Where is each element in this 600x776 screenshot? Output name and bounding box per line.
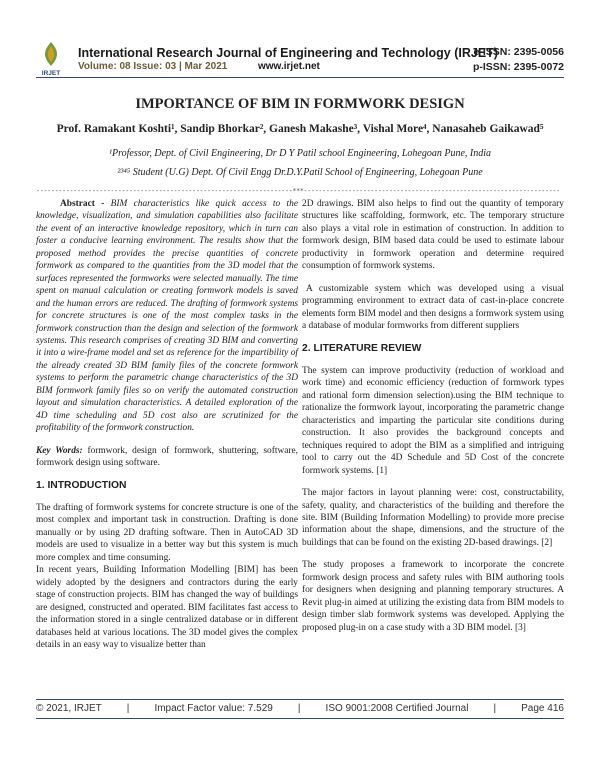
keywords — [36, 445, 298, 470]
right-column — [302, 198, 564, 644]
paper-title: IMPORTANCE OF BIM IN FORMWORK DESIGN — [135, 96, 465, 112]
p-issn: p-ISSN: 2395-0072 — [472, 61, 564, 73]
logo-text: IRJET — [41, 70, 61, 77]
footer-copyright: © 2021, IRJET — [36, 703, 102, 714]
intro-paragraph-1: The drafting of formwork systems for concrete structure is one of the most complex and important task in construction. Drafting is done manually or by using 2D drafting software. Then in AutoCAD 3D models are used to visualize in a better way but this system is much more complex and time consuming. — [36, 502, 298, 563]
affiliation-2: ²³⁴⁵ Student (U.G) Dept. Of Civil Engg Dr.D.Y.Patil School of Engineering, Lohegoan Pune — [117, 167, 483, 178]
abstract-text: BIM characteristics like quick access to the knowledge, visualization, and simulation capabilities also facilitate the event of an interactive knowledge repository, which in turn can foster a conducive learning environment. The results show that the proposed method provides the precise quantities of concrete formwork as compared to the quantities from the 3D model that the surfaces represented the formworks were selected manually. The time spent on manual calculation or creating formwork models is saved and the human errors are reduced. The drafting of formwork systems for concrete structures is one of the most complex tasks in the formwork construction than the design and selection of the formwork systems. This research comprises of creating 3D BIM and converting it into a wire-frame model and set as reference for the impartibility of the already created 3D BIM family files of the concrete formwork systems to perform the parametric change characteristics of the 3D BIM formwork family files so on verify the automated construction layout and simulation characteristics. A detailed exploration of the 4D time scheduling and 5D cost also are scrutinized for the profitability of the formwork construction. — [36, 199, 298, 434]
journal-website[interactable]: www.irjet.net — [258, 61, 320, 72]
footer-page-number: Page 416 — [521, 703, 564, 714]
keywords-text: formwork, design of formwork, shuttering, software, formwork design using software. — [36, 445, 299, 469]
e-issn: e-ISSN: 2395-0056 — [473, 46, 564, 58]
intro-paragraph-4: A customizable system which was developed using a visual programming environment to extract data of cast-in-place concrete elements form BIM model and then designs a formwork system using a database of modular formworks from different suppliers — [302, 283, 564, 332]
left-column — [36, 198, 298, 661]
literature-paragraph-2: The major factors in layout planning were: cost, constructability, safety, quality, and characteristics of the building and therefore the site. BIM (Building Information Modelling) to provide more precise information about the shape, dimensions, and the structure of the buildings that can be found on the existing 2D-based drawings. [2] — [302, 488, 564, 548]
section-separator: ---------------------------------------------------------------------***--------------------------------------------------------------------- — [36, 187, 560, 195]
header-rule — [36, 77, 564, 78]
abstract-label: Abstract - — [60, 199, 105, 209]
affiliation-1: ¹Professor, Dept. of Civil Engineering, Dr D Y Patil school Engineering, Lohegoan Pune, India — [108, 148, 492, 159]
footer-iso: ISO 9001:2008 Certified Journal — [325, 703, 469, 714]
keywords-label: Key Words: — [36, 445, 83, 456]
literature-heading: 2. LITERATURE REVIEW — [302, 342, 422, 354]
abstract — [36, 198, 298, 435]
intro-heading: 1. INTRODUCTION — [36, 479, 127, 491]
literature-paragraph-3: The study proposes a framework to incorporate the concrete formwork design process and safety rules with BIM authoring tools for designers when designing and planning temporary structures. A Revit plug-in aimed at utilizing the existing data from BIM models to design timber slab formwork systems was developed. Applying the proposed plug-in on a case study with a 3D BIM model. [3] — [302, 560, 564, 633]
footer-impact-factor: Impact Factor value: 7.529 — [154, 703, 273, 714]
footer-bottom-rule — [36, 718, 564, 719]
literature-paragraph-1: The system can improve productivity (reduction of workload and work time) and economic efficiency (reduction of formwork types and rational form dimension selection).using the BIM technique to rationalize the formwork layout, incorporating the parametric change characteristics and imparting the particular site conditions during construction. It also provides the background concepts and techniques required to adopt the BIM as a simplified and intriguing tool to carry out the 4D Schedule and 5D Cost of the concrete formwork systems. [1] — [302, 365, 564, 476]
intro-paragraph-3: 2D drawings. BIM also helps to find out the quantity of temporary structures like scaffolding, formwork, etc. The temporary structure also plays a vital role in estimation of construction. In addition to formwork design, BIM based data could be used to estimate labour productivity in formwork operation and determine required consumption of formwork systems. — [302, 199, 564, 272]
page-footer: © 2021, IRJET | Impact Factor value: 7.529 | ISO 9001:2008 Certified Journal | Page 416 — [36, 703, 564, 714]
irjet-logo — [36, 40, 66, 78]
intro-paragraph-2: In recent years, Building Information Modelling [BIM] has been widely adopted by the designers and contractors during the early stage of construction projects. BIM has changed the way of buildings are designed, constructed and operated. BIM facilitates fast access to the information stored in a single centralized database or in different databases held at various locations. The 3D model gives the complex details in an easy way to visualize better than — [36, 565, 298, 650]
journal-name: International Research Journal of Engineering and Technology (IRJET) — [78, 46, 498, 60]
footer-rule — [36, 699, 564, 700]
volume-issue: Volume: 08 Issue: 03 | Mar 2021 — [78, 61, 228, 72]
author-list: Prof. Ramakant Koshti¹, Sandip Bhorkar², Ganesh Makashe³, Vishal More⁴, Nanasaheb Gaikawad⁵ — [56, 123, 544, 135]
